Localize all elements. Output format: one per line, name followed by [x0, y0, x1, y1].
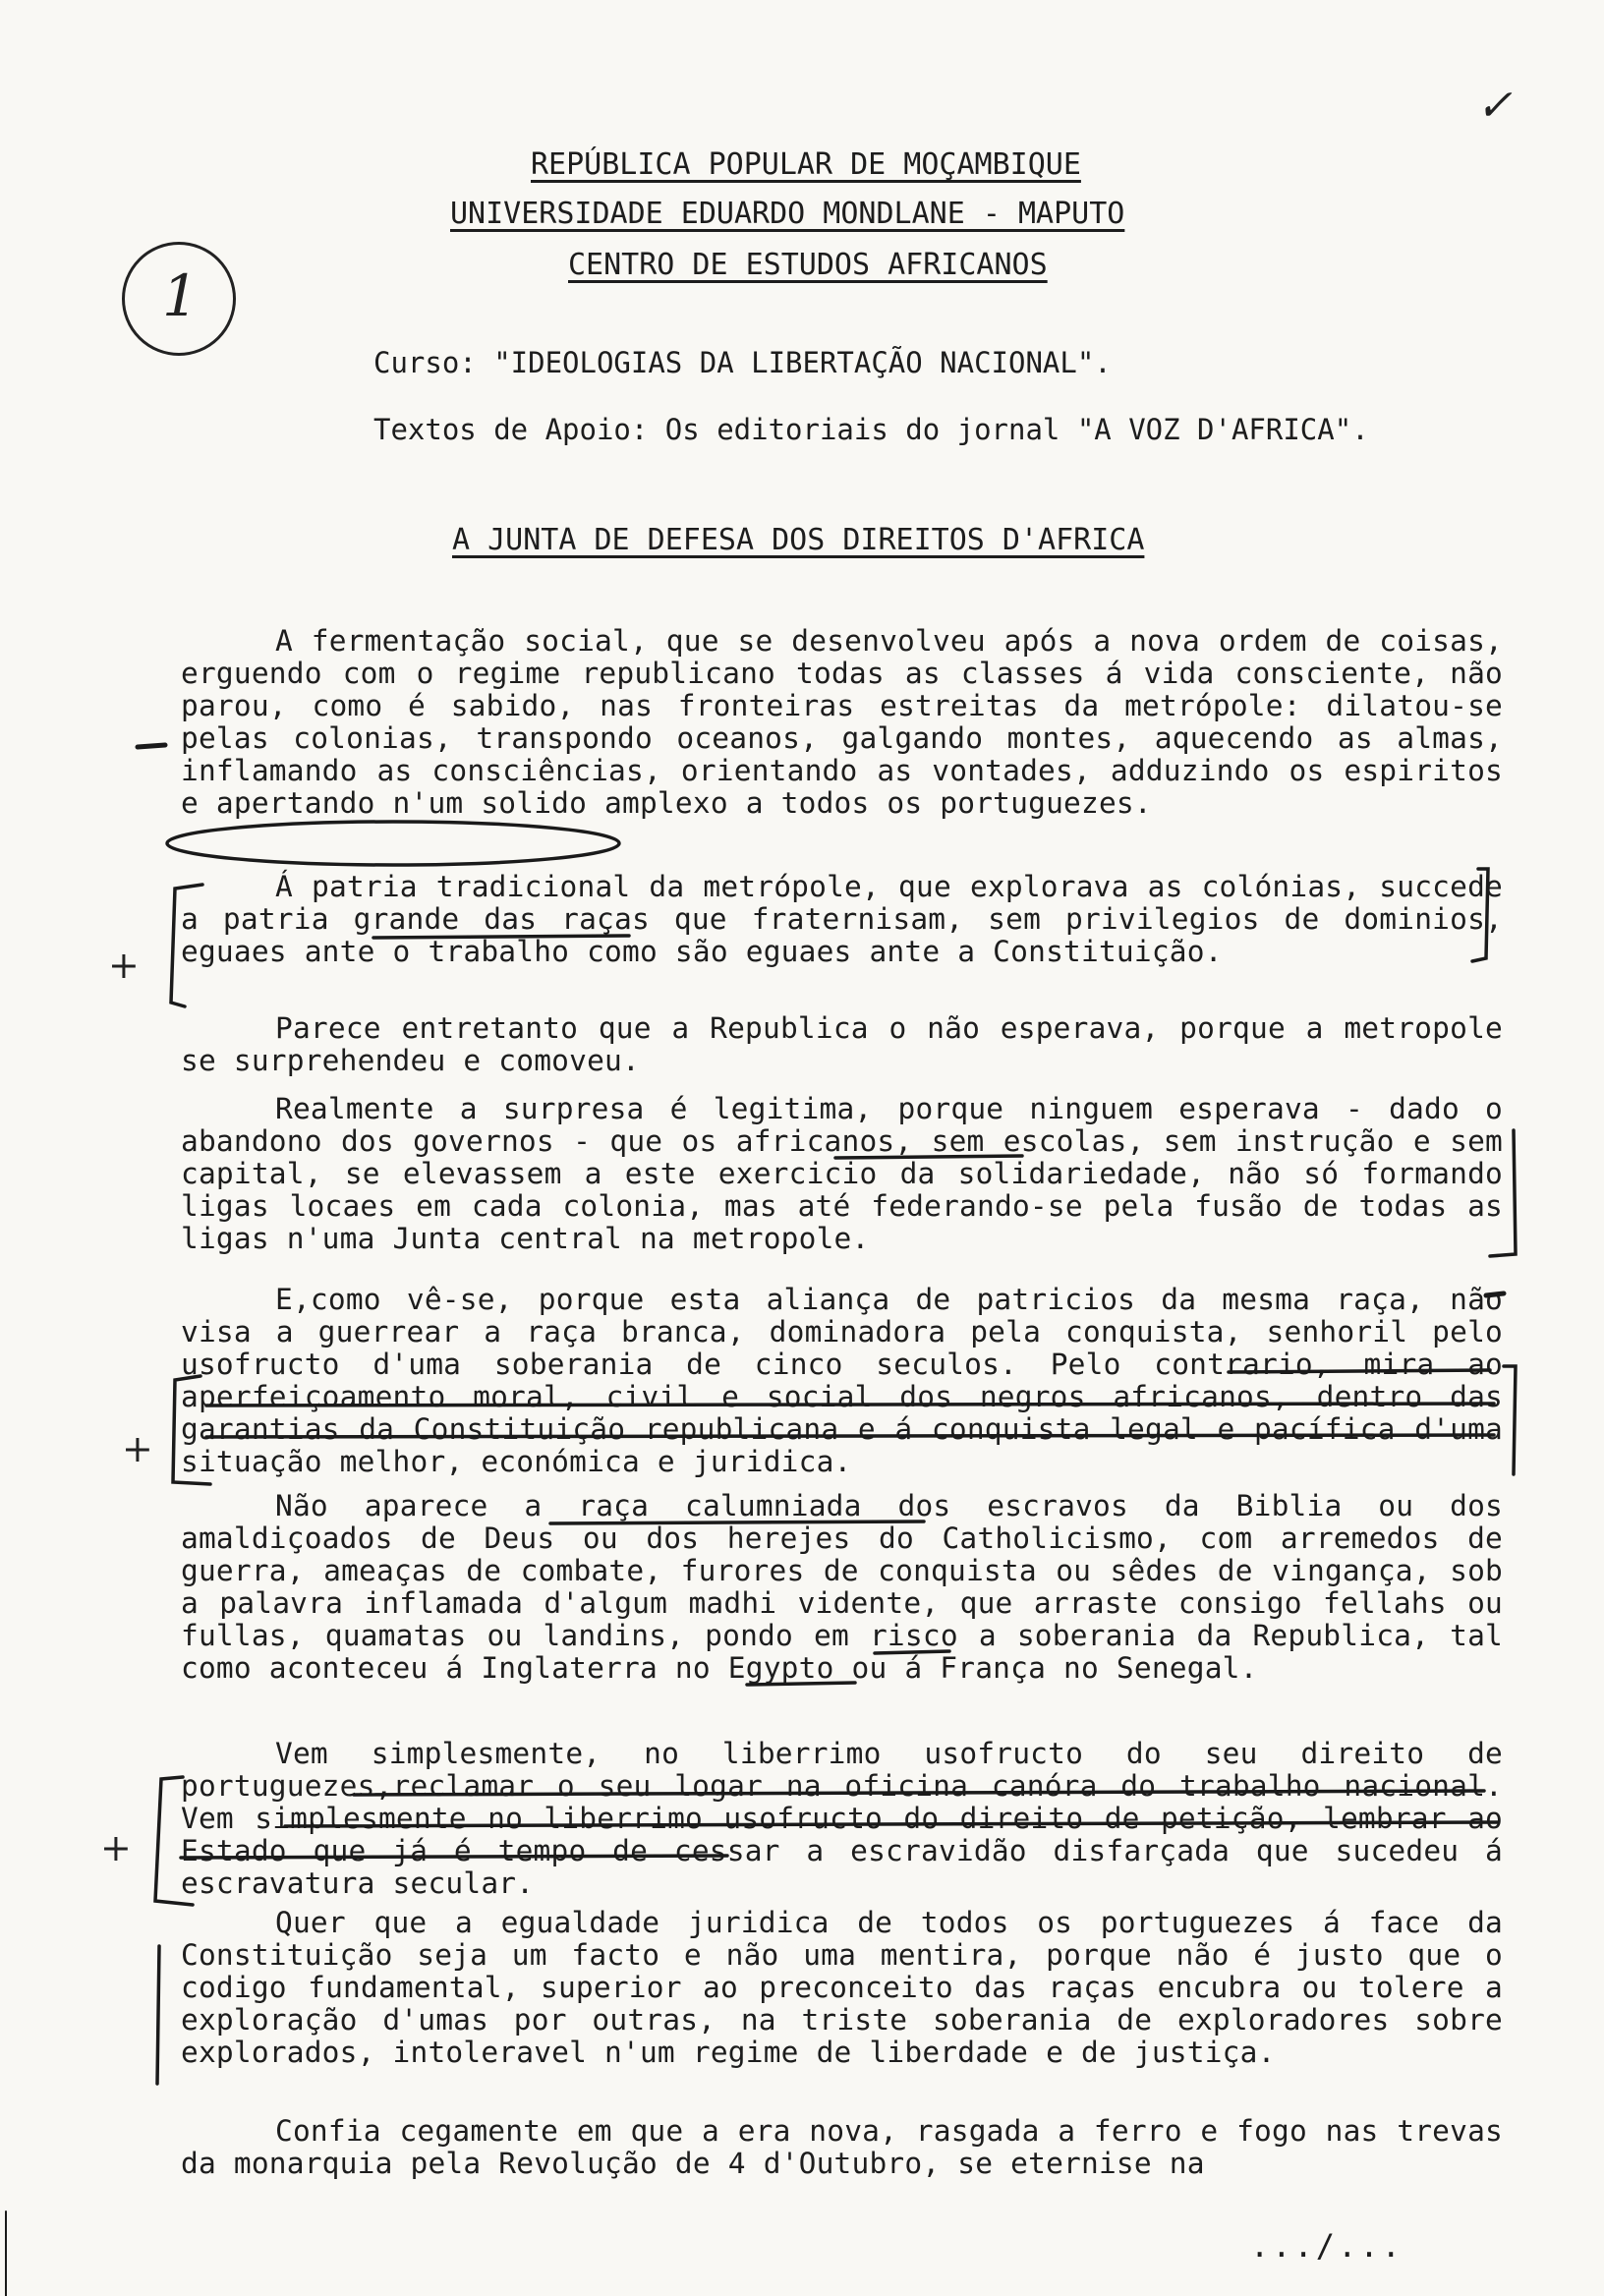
- paragraph-7: Vem simplesmente, no liberrimo usofructo do seu direito de portuguezes,reclamar o seu logar na oficina canóra do trabalho nacional. Vem simplesmente no liberrimo usofructo do direito de petição, lembrar ao Estado que já é tempo de cessar a escravidão disfarçada que sucedeu á escravatura secular.: [181, 1737, 1503, 1900]
- margin-cross-3: +: [100, 1826, 132, 1869]
- header-centre: CENTRO DE ESTUDOS AFRICANOS: [568, 248, 1048, 282]
- article-title: A JUNTA DE DEFESA DOS DIREITOS D'AFRICA: [452, 523, 1145, 557]
- margin-dash-1: [138, 745, 165, 747]
- margin-cross-2: +: [122, 1427, 153, 1470]
- margin-line-paragraph-8: [157, 1946, 159, 2084]
- paragraph-2: Á patria tradicional da metrópole, que explorava as colónias, succede a patria grande das raças que fraternisam, sem privilegios de dominios, eguaes ante o trabalho como são eguaes ante a Constituição.: [181, 870, 1503, 968]
- paragraph-6: Não aparece a raça calumniada dos escravos da Biblia ou dos amaldiçoados de Deus ou dos herejes do Catholicismo, com arremedos de guerra, ameaças de combate, furores de conquista ou sêdes de vingança, sob a palavra inflamada d'algum madhi vidente, que arraste consigo fellahs ou fullas, quamatas ou landins, pondo em risco a soberania da Republica, tal como aconteceu á Inglaterra no Egypto ou á França no Senegal.: [181, 1489, 1503, 1685]
- paragraph-3: Parece entretanto que a Republica o não esperava, porque a metropole se surprehendeu e comoveu.: [181, 1011, 1503, 1077]
- paragraph-8: Quer que a egualdade juridica de todos os portuguezes á face da Constituição seja um facto e não uma mentira, porque não é justo que o codigo fundamental, superior ao preconceito das raças encubra ou tolere a exploração d'umas por outras, na triste soberania de exploradores sobre explorados, intoleravel n'um regime de liberdade e de justiça.: [181, 1906, 1503, 2069]
- header-republic: REPÚBLICA POPULAR DE MOÇAMBIQUE: [531, 147, 1081, 182]
- bracket-paragraph-5-right: [1504, 1366, 1516, 1474]
- margin-cross-1: +: [108, 944, 140, 987]
- support-texts-line: Textos de Apoio: Os editoriais do jornal "A VOZ D'AFRICA".: [373, 413, 1369, 446]
- continuation-marker: .../...: [1250, 2227, 1404, 2265]
- paragraph-1: A fermentação social, que se desenvolveu após a nova ordem de coisas, erguendo com o regime republicano todas as classes á vida consciente, não parou, como é sabido, nas fronteiras estreitas da metrópole: dilatou-se pelas colonias, transpondo oceanos, galgando montes, aquecendo as almas, inflamando as consciências, orientando as vontades, adduzindo os espiritos e apertando n'um solido amplexo a todos os portuguezes.: [181, 624, 1503, 820]
- page-number: 1: [162, 262, 199, 329]
- ellipse-portuguezes: [167, 822, 619, 865]
- header-university: UNIVERSIDADE EDUARDO MONDLANE - MAPUTO: [450, 197, 1125, 231]
- course-line: Curso: "IDEOLOGIAS DA LIBERTAÇÃO NACIONAL".: [373, 346, 1112, 379]
- page-number-annotation: [122, 242, 236, 356]
- paragraph-5: E,como vê-se, porque esta aliança de patricios da mesma raça, não visa a guerrear a raça branca, dominadora pela conquista, senhoril pelo usofructo d'uma soberania de cinco seculos. Pelo contrario, mira ao aperfeiçoamento moral, civil e social dos negros africanos, dentro das garantias da Constituição republicana e á conquista legal e pacífica d'uma situação melhor, económica e juridica.: [181, 1283, 1503, 1478]
- paragraph-4: Realmente a surpresa é legitima, porque ninguem esperava - dado o abandono dos governos - que os africanos, sem escolas, sem instrução e sem capital, se elevassem a este exercicio da solidariedade, não só formando ligas locaes em cada colonia, mas até federando-se pela fusão de todas as ligas n'uma Junta central na metropole.: [181, 1092, 1503, 1255]
- paragraph-9: Confia cegamente em que a era nova, rasgada a ferro e fogo nas trevas da monarquia pela Revolução de 4 d'Outubro, se eternise na: [181, 2114, 1503, 2180]
- check-mark-icon: ✓: [1476, 81, 1513, 131]
